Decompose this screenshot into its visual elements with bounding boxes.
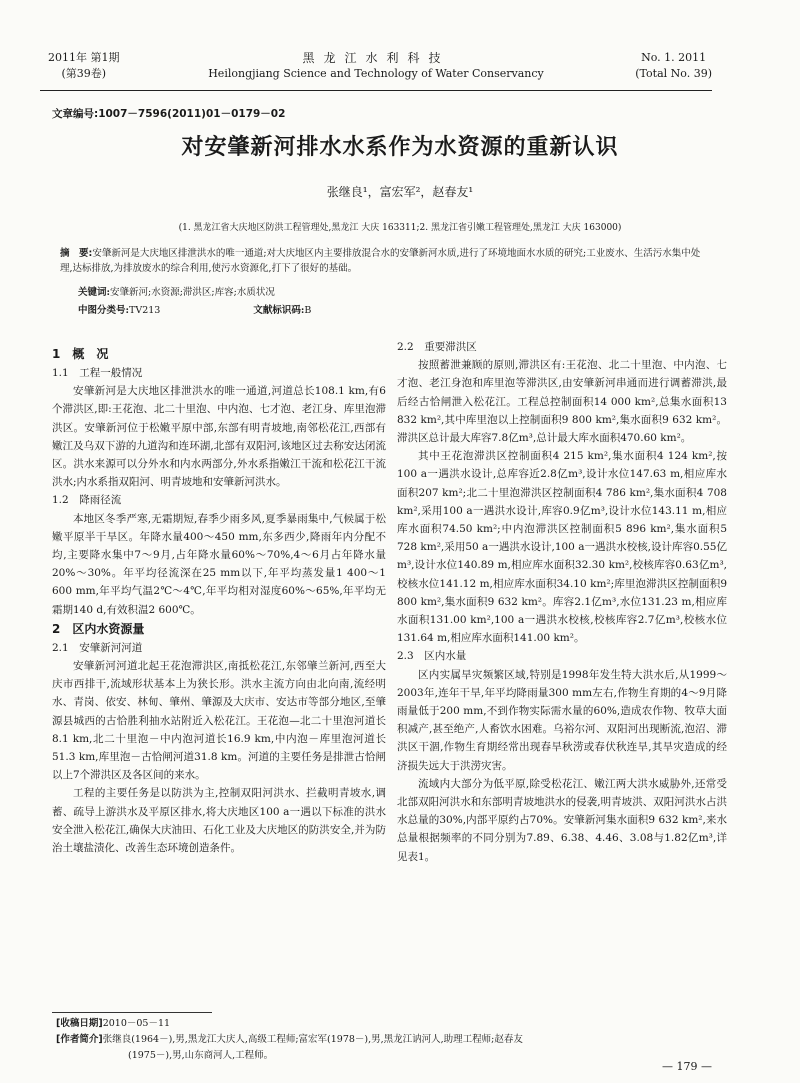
header-volume: (第39卷)	[61, 67, 107, 80]
keywords	[78, 284, 275, 298]
paragraph: 区内实属旱灾频繁区域,特别是1998年发生特大洪水后,从1999～2003年,连年干旱,年平均降雨量300 mm左右,作物生育期的4～9月降雨量低于200 mm,不到作物实际需水量的60%,造成农作物、牧草大面积减产,甚至绝产,人畜饮水困难。乌裕尔河、双阳河出现断流,泡沼、滞洪区干涸,作物生育期经常出现春旱秋涝或春伏秋连旱,其旱灾造成的经济损失远大于洪涝灾害。	[397, 668, 727, 772]
clc-code: TV213	[129, 305, 161, 316]
classification	[78, 302, 311, 316]
clc-label: 中图分类号:	[78, 305, 130, 316]
subsection-heading: 2.1 安肇新河河道	[52, 641, 143, 654]
subsection-heading: 1.2 降雨径流	[52, 494, 122, 507]
subsection-heading: 2.2 重要滞洪区	[397, 341, 477, 353]
paragraph: 流域内大部分为低平原,除受松花江、嫩江两大洪水威胁外,还常受北部双阳河洪水和东部明青坡地洪水的侵袭,明青坡洪、双阳河洪水占洪水总量的30%,内部平原约占70%。安肇新河集水面积9 632 km²,来水总量根据频率的不同分别为7.89、6.38、4.46、3.08与1.82亿m³,详见表1。	[397, 777, 727, 863]
doc-code: B	[304, 305, 312, 316]
keywords-label: 关键词:	[78, 287, 111, 298]
abstract-label: 摘 要:	[60, 248, 93, 259]
paper-title: 对安肇新河排水水系作为水资源的重新认识	[181, 135, 619, 160]
subsection-heading: 2.3 区内水量	[397, 650, 467, 663]
authors: 张继良¹，富宏军²，赵春友¹	[326, 185, 474, 199]
bio-label: [作者简介]	[56, 1034, 103, 1045]
header-year-issue: 2011年 第1期	[48, 51, 120, 64]
abstract-text: 安肇新河是大庆地区排泄洪水的唯一通道;对大庆地区内主要排放混合水的安肇新河水质,进行了环境地面水水质的研究;工业废水、生活污水集中处理,达标排放,为排放废水的综合利用,使污水资源化,打下了很好的基础。	[60, 248, 701, 274]
paragraph: 按照蓄泄兼顾的原则,滞洪区有:王花泡、北二十里泡、中内泡、七才泡、老江身泡和库里泡等滞洪区,由安肇新河串通而进行调蓄滞洪,最后经古恰闸泄入松花江。工程总控制面积14 000 km²,总集水面积13 832 km²,其中库里泡以上控制面积9 800 km²,集水面积9 632 km²。滞洪区总计最大库容7.8亿m³,总计最大库水面积470.60 km²。	[397, 359, 727, 445]
paragraph: 安肇新河河道北起王花泡滞洪区,南抵松花江,东邻肇兰新河,西至大庆市西排干,流域形状基本上为狭长形。洪水主流方向由北向南,流经明水、青岗、依安、林甸、肇州、肇源及大庆市、安达市等部分地区,至肇源县城西的古恰胜利抽水站附近入松花江。王花泡—北二十里泡河道长8.1 km,北二十里泡－中内泡河道长16.9 km,中内泡－库里泡河道长51.3 km,库里泡－古恰闸河道31.8 km。河道的主要任务是排泄古恰闸以上7个滞洪区及各区间的来水。	[52, 660, 386, 782]
section-heading: 2 区内水资源量	[52, 621, 145, 636]
journal-name-cn: 黑龙江水利科技	[302, 51, 450, 65]
header-total-no: (Total No. 39)	[635, 67, 712, 80]
bio-line1: 张继良(1964－),男,黑龙江大庆人,高级工程师;富宏军(1978－),男,黑龙江讷河人,助理工程师;赵春友	[102, 1034, 523, 1045]
affiliation: (1. 黑龙江省大庆地区防洪工程管理处,黑龙江 大庆 163311;2. 黑龙江省引嫩工程管理处,黑龙江 大庆 163000)	[178, 223, 622, 233]
section-heading: 1 概 况	[52, 347, 109, 361]
paragraph: 其中王花泡滞洪区控制面积4 215 km²,集水面积4 124 km²,按100 a一遇洪水设计,总库容近2.8亿m³,设计水位147.63 m,相应库水面积207 km²;北二十里泡滞洪区控制面积4 786 km²,集水面积4 708 km²,采用100 a一遇洪水设计,库容0.9亿m³,设计水位143.11 m,相应库水面积74.50 km²;中内泡滞洪区控制面积5 896 km²,集水面积5 728 km²,采用50 a一遇洪水设计,100 a一遇洪水校核,设计库容0.55亿m³,设计水位140.89 m,相应库水面积32.30 km²,校核库容0.63亿m³,校核水位141.12 m,相应库水面积34.10 km²;库里泡滞洪区控制面积9 800 km²,集水面积9 632 km²。库容2.1亿m³,水位131.23 m,相应库水面积131.00 km²,100 a一遇洪水校核,校核库容2.7亿m³,校核水位131.64 m,相应库水面积141.00 km²。	[397, 450, 727, 645]
paragraph: 工程的主要任务是以防洪为主,控制双阳河洪水、拦截明青坡水,调蓄、疏导上游洪水及平原区排水,将大庆地区100 a一遇以下标准的洪水安全泄入松花江,确保大庆油田、石化工业及大庆地区的防洪安全,并为防治土壤盐渍化、改善生态环境创造条件。	[52, 787, 386, 855]
received-value: 2010－05－11	[102, 1018, 171, 1029]
right-column	[397, 338, 727, 866]
doc-code-label: 文献标识码:	[253, 305, 305, 316]
footnote-divider	[52, 1012, 212, 1013]
paragraph: 本地区冬季严寒,无霜期短,春季少雨多风,夏季暴雨集中,气候属于松嫩平原半干旱区。年降水量400～450 mm,东多西少,降雨年内分配不均,主要降水集中7～9月,占年降水量60%～70%,4～6月占年降水量20%～30%。年平均径流深在25 mm以下,年平均蒸发量1 400～1 600 mm,年平均气温2℃～4℃,年平均相对湿度60%～65%,年平均无霜期140 d,有效积温2 600℃。	[52, 512, 386, 616]
paragraph: 安肇新河是大庆地区排泄洪水的唯一通道,河道总长108.1 km,有6个滞洪区,即:王花泡、北二十里泡、中内泡、七才泡、老江身、库里泡滞洪区。安肇新河位于松嫩平原中部,东部有明青坡地,南邻松花江,西部有嫩江及乌双下游的九道沟和连环湖,北部有双阳河,该地区过去称安达闭流区。洪水来源可以分外水和内水两部分,外水系指嫩江干流和松花江干流洪水;内水系指双阳河、明青坡地和安肇新河洪水。	[52, 385, 386, 489]
received-label: [收稿日期]	[56, 1018, 103, 1029]
author-bio	[56, 1032, 712, 1048]
header-number	[635, 50, 712, 82]
abstract	[60, 246, 708, 276]
received-date	[56, 1016, 712, 1032]
running-header	[40, 46, 712, 91]
journal-name-en: Heilongjiang Science and Technology of Water Conservancy	[208, 67, 544, 80]
article-number: 文章编号:1007－7596(2011)01－0179－02	[52, 108, 286, 120]
header-journal	[40, 50, 712, 82]
header-no: No. 1. 2011	[641, 51, 707, 64]
author-bio-cont: (1975－),男,山东商河人,工程师。	[128, 1050, 274, 1061]
keywords-text: 安肇新河;水资源;滞洪区;库容;水质状况	[110, 287, 275, 298]
page-number: — 179 —	[662, 1060, 712, 1073]
subsection-heading: 1.1 工程一般情况	[52, 367, 143, 379]
left-column	[52, 344, 386, 857]
